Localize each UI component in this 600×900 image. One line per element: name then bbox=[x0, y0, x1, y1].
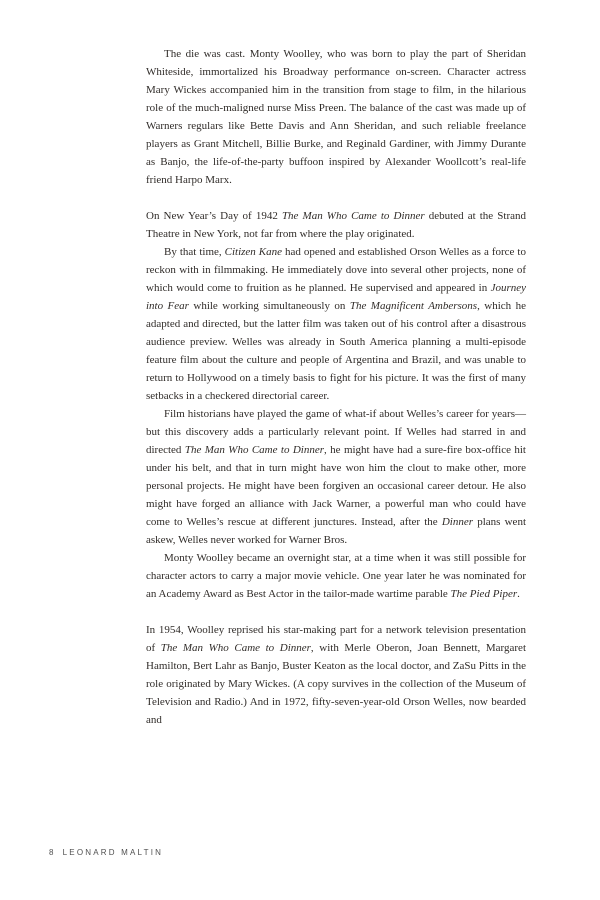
running-head: LEONARD MALTIN bbox=[62, 848, 164, 857]
paragraph: The die was cast. Monty Woolley, who was born to play the part of Sheridan Whiteside, immortalized his Broadway performance on-screen. Character actress Mary Wickes accompanied him in the transition from stage to film, in the hilarious role of the much-maligned nurse Miss Preen. The balance of the cast was made up of Warners regulars like Bette Davis and Ann Sheridan, and such reliable freelance players as Grant Mitchell, Billie Burke, and Reginald Gardiner, with Jimmy Durante as Banjo, the life-of-the-party buffoon inspired by Alexander Woollcott’s real-life friend Harpo Marx. bbox=[146, 48, 526, 186]
paragraph: Film historians have played the game of what-if about Welles’s career for years—but this discovery adds a particularly relevant point. If Welles had starred in and directed The Man Who Came to Dinner, he might have had a sure-fire box-office hit under his belt, and that in turn might have won him the clout to make other, more personal projects. He might have been forgiven an occasional career detour. He also might have forged an alliance with Jack Warner, a powerful man who could have come to Welles’s rescue at different junctures. Instead, after the Dinner plans went askew, Welles never worked for Warner Bros. bbox=[146, 408, 526, 546]
page-number: 8 bbox=[49, 848, 56, 857]
italic-work-title: The Pied Piper bbox=[450, 588, 518, 600]
italic-work-title: Citizen Kane bbox=[224, 246, 283, 258]
paragraph: In 1954, Woolley reprised his star-making part for a network television presentation of The Man Who Came to Dinner, with Merle Oberon, Joan Bennett, Margaret Hamilton, Bert Lahr as Banjo, Buster Keaton as the local doctor, and ZaSu Pitts in the role originated by Mary Wickes. (A copy survives in the collection of the Museum of Television and Radio.) And in 1972, fifty-seven-year-old Orson Welles, now bearded and bbox=[146, 624, 526, 726]
page-footer bbox=[49, 848, 163, 858]
italic-work-title: The Man Who Came to Dinner bbox=[184, 444, 325, 456]
paragraph: Monty Woolley became an overnight star, at a time when it was still possible for character actors to carry a major movie vehicle. One year later he was nominated for an Academy Award as Best Actor in the tailor-made wartime parable The Pied Piper. bbox=[146, 552, 526, 600]
paragraph: On New Year’s Day of 1942 The Man Who Came to Dinner debuted at the Strand Theatre in New York, not far from where the play originated. bbox=[146, 210, 527, 240]
italic-work-title: The Man Who Came to Dinner bbox=[160, 642, 311, 654]
paragraph: By that time, Citizen Kane had opened and established Orson Welles as a force to reckon with in filmmaking. He immediately dove into several other projects, none of which would come to fruition as he planned. He supervised and appeared in Journey into Fear while working simultaneously on The Magnificent Ambersons, which he adapted and directed, but the latter film was taken out of his control after a disastrous audience preview. Welles was already in South America planning a multi-episode feature film about the culture and people of Argentina and Brazil, and was unable to return to Hollywood on a timely basis to fight for his picture. It was the first of many setbacks in a checkered directorial career. bbox=[146, 246, 526, 402]
italic-work-title: The Magnificent Ambersons bbox=[349, 300, 478, 312]
italic-work-title: The Man Who Came to Dinner bbox=[281, 210, 425, 222]
italic-work-title: Dinner bbox=[441, 516, 474, 528]
italic-work-title: Journey into Fear bbox=[146, 282, 526, 312]
text-block bbox=[146, 45, 526, 729]
